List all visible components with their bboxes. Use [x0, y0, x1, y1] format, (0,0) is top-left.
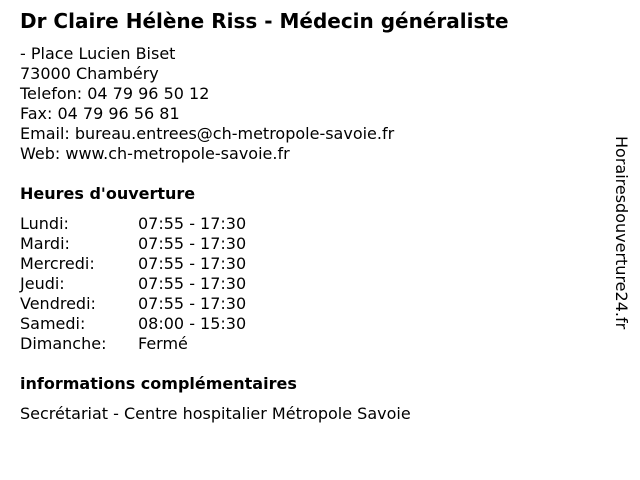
additional-info-heading: informations complémentaires [20, 374, 297, 393]
day-label: Mercredi: [20, 254, 95, 273]
day-label: Samedi: [20, 314, 86, 333]
day-label: Dimanche: [20, 334, 107, 353]
day-label: Vendredi: [20, 294, 96, 313]
time-range: 07:55 - 17:30 [138, 274, 247, 293]
email-address[interactable]: Email: bureau.entrees@ch-metropole-savoie.fr [20, 124, 395, 143]
address-line-street: - Place Lucien Biset [20, 44, 176, 63]
time-range: 08:00 - 15:30 [138, 314, 247, 333]
day-label: Jeudi: [20, 274, 65, 293]
website-link[interactable]: Web: www.ch-metropole-savoie.fr [20, 144, 290, 163]
day-label: Lundi: [20, 214, 69, 233]
day-label: Mardi: [20, 234, 70, 253]
opening-hours-heading: Heures d'ouverture [20, 184, 196, 203]
time-range: 07:55 - 17:30 [138, 214, 247, 233]
time-range: 07:55 - 17:30 [138, 294, 247, 313]
site-watermark: Horairesdouverture24.fr [612, 136, 631, 330]
fax-number: Fax: 04 79 96 56 81 [20, 104, 180, 123]
time-range: 07:55 - 17:30 [138, 254, 247, 273]
contact-block [20, 44, 394, 164]
time-range: Fermé [138, 334, 188, 353]
phone-number[interactable]: Telefon: 04 79 96 50 12 [20, 84, 210, 103]
additional-info-text: Secrétariat - Centre hospitalier Métropole Savoie [20, 404, 411, 423]
address-line-city: 73000 Chambéry [20, 64, 159, 83]
page-title: Dr Claire Hélène Riss - Médecin généraliste [20, 9, 509, 33]
time-range: 07:55 - 17:30 [138, 234, 247, 253]
